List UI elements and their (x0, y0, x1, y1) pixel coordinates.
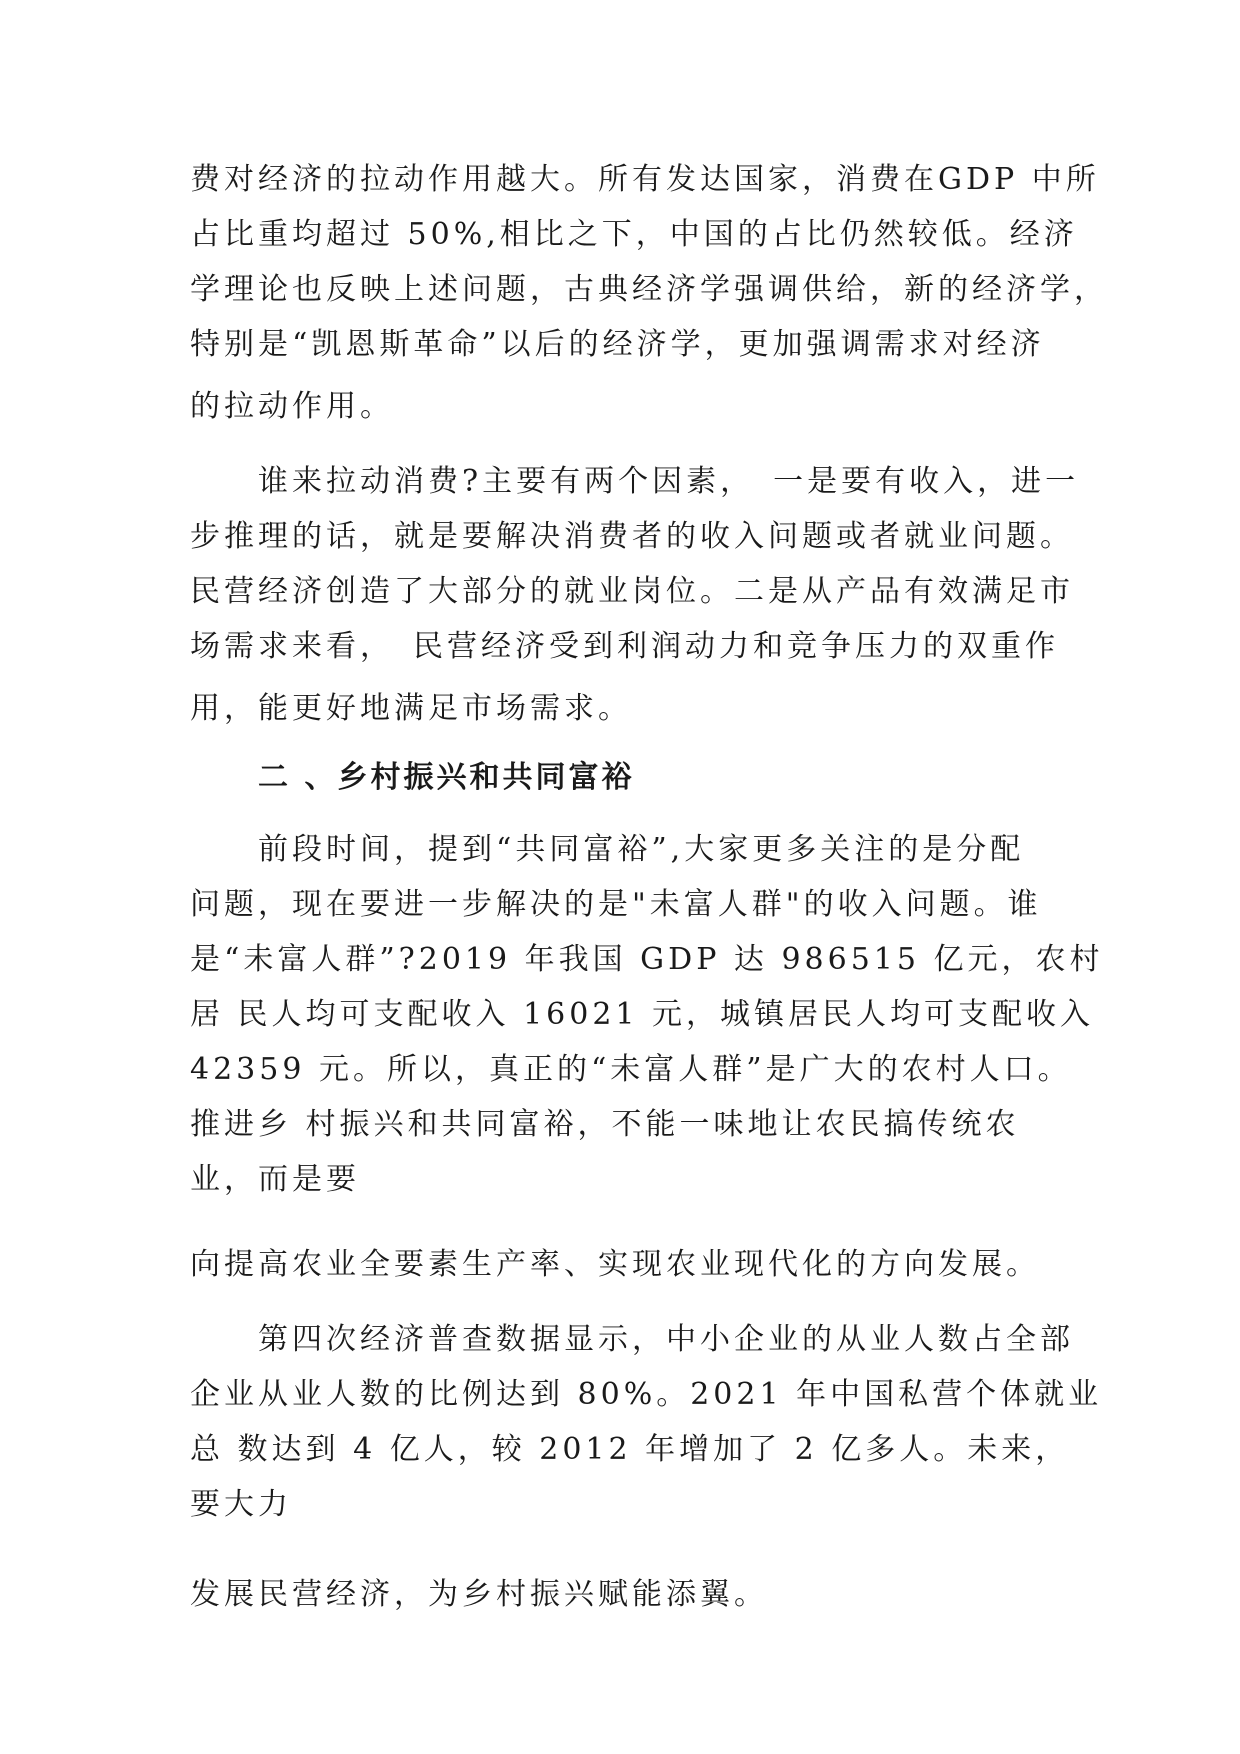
paragraph-2-line-1: 谁来拉动消费?主要有两个因素， 一是要有收入，进一 (258, 464, 1080, 499)
paragraph-3-line-3: 是“未富人群”?2019 年我国 GDP 达 986515 亿元，农村 (190, 942, 1104, 977)
paragraph-1-line-2: 占比重均超过 50%,相比之下，中国的占比仍然较低。经济 (190, 217, 1078, 252)
paragraph-1-line-3: 学理论也反映上述问题，古典经济学强调供给，新的经济学， (190, 272, 1108, 307)
paragraph-3-line-5: 42359 元。所以，真正的“未富人群”是广大的农村人口。 (190, 1052, 1072, 1087)
paragraph-5-line-1: 第四次经济普查数据显示，中小企业的从业人数占全部 (258, 1322, 1074, 1357)
paragraph-1-line-4: 特别是“凯恩斯革命”以后的经济学，更加强调需求对经济 (190, 327, 1045, 362)
paragraph-2-line-2: 步推理的话，就是要解决消费者的收入问题或者就业问题。 (190, 519, 1074, 554)
paragraph-5-line-4: 要大力 (190, 1487, 292, 1522)
paragraph-2-line-5: 用，能更好地满足市场需求。 (190, 691, 632, 726)
paragraph-3-line-2: 问题，现在要进一步解决的是"未富人群"的收入问题。谁 (190, 887, 1042, 922)
paragraph-3-line-7: 业，而是要 (190, 1162, 360, 1197)
paragraph-5-line-3: 总 数达到 4 亿人，较 2012 年增加了 2 亿多人。未来， (190, 1432, 1070, 1467)
paragraph-3-line-1: 前段时间，提到“共同富裕”,大家更多关注的是分配 (258, 832, 1025, 867)
paragraph-2-line-3: 民营经济创造了大部分的就业岗位。二是从产品有效满足市 (190, 574, 1074, 609)
paragraph-5-line-2: 企业从业人数的比例达到 80%。2021 年中国私营个体就业 (190, 1377, 1103, 1412)
section-heading: 二 、乡村振兴和共同富裕 (258, 760, 635, 795)
paragraph-3-line-4: 居 民人均可支配收入 16021 元，城镇居民人均可支配收入 (190, 997, 1095, 1032)
paragraph-2-line-4: 场需求来看， 民营经济受到利润动力和竞争压力的双重作 (190, 629, 1059, 664)
paragraph-6-line-1: 发展民营经济，为乡村振兴赋能添翼。 (190, 1577, 768, 1612)
paragraph-3-line-6: 推进乡 村振兴和共同富裕，不能一味地让农民搞传统农 (190, 1107, 1020, 1142)
paragraph-1-line-5: 的拉动作用。 (190, 389, 394, 424)
paragraph-4-line-1: 向提高农业全要素生产率、实现农业现代化的方向发展。 (190, 1247, 1040, 1282)
paragraph-1-line-1: 费对经济的拉动作用越大。所有发达国家，消费在GDP 中所 (190, 162, 1100, 197)
